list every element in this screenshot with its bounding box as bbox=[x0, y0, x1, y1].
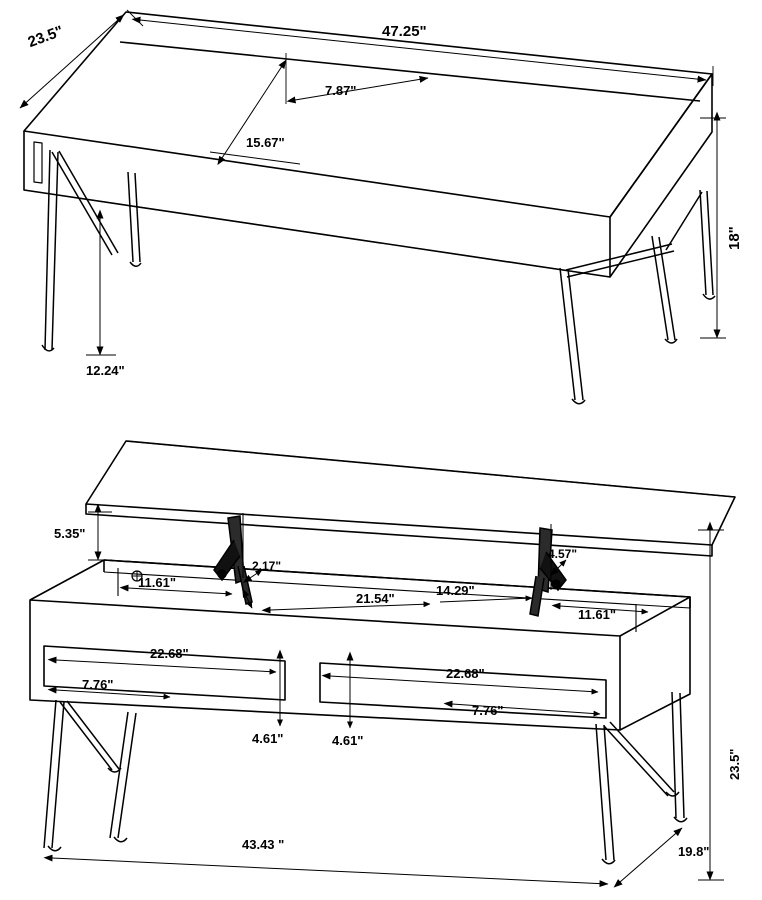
dim-base-width: 43.43 " bbox=[242, 837, 285, 852]
dim-compartment-left-width: 22.68" bbox=[150, 646, 189, 661]
lift-mechanism-hardware bbox=[132, 513, 566, 616]
closed-table-drawing bbox=[24, 12, 712, 277]
dim-overall-depth: 23.5" bbox=[25, 22, 66, 52]
dim-top-panel-rear-width: 15.67" bbox=[246, 135, 285, 150]
dim-divider-right-height: 4.61" bbox=[332, 733, 364, 748]
dim-leg-height: 12.24" bbox=[86, 363, 125, 378]
dim-compartment-right-width: 22.68" bbox=[446, 666, 485, 681]
dim-top-panel-front-width: 7.87" bbox=[325, 83, 357, 98]
dim-hinge-offset-left: 2.17" bbox=[252, 559, 282, 573]
dim-overall-width: 47.25" bbox=[382, 23, 427, 40]
dim-hinge-offset-right: 4.57" bbox=[548, 547, 578, 561]
dim-lift-rise-height: 5.35" bbox=[54, 526, 86, 541]
dim-inner-left-width: 11.61" bbox=[138, 575, 176, 590]
dimension-lines-bottom-view bbox=[52, 512, 724, 884]
open-table-drawing bbox=[30, 441, 735, 730]
dim-inner-right-width: 11.61" bbox=[578, 607, 616, 622]
dim-lift-panel-depth: 14.29" bbox=[436, 583, 475, 598]
dim-base-depth: 19.8" bbox=[678, 844, 710, 859]
dim-divider-left-height: 4.61" bbox=[252, 731, 284, 746]
dim-lift-panel-span: 21.54" bbox=[356, 591, 395, 606]
hairpin-legs-closed bbox=[42, 150, 715, 404]
dim-shelf-right-width: 7.76" bbox=[472, 703, 504, 718]
dim-base-overall-height: 23.5" bbox=[727, 748, 742, 780]
dim-overall-height: 18" bbox=[726, 226, 743, 250]
dim-shelf-left-width: 7.76" bbox=[82, 677, 114, 692]
